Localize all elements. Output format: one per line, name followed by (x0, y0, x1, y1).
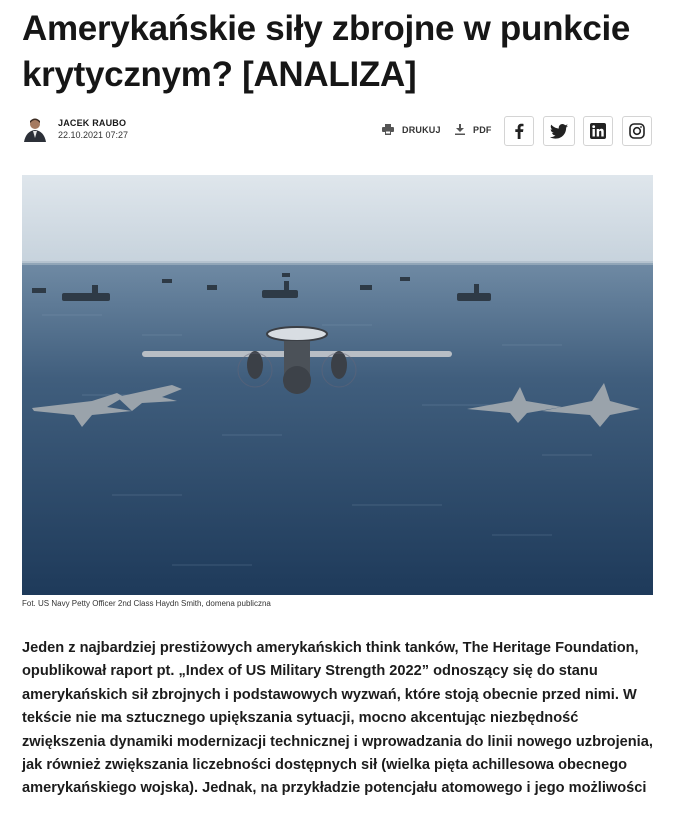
printer-icon (382, 124, 394, 135)
twitter-icon (550, 124, 568, 139)
article-hero-image (22, 175, 653, 595)
instagram-icon (629, 123, 645, 139)
article-title: Amerykańskie siły zbrojne w punkcie krytycznym? [ANALIZA] (22, 9, 631, 94)
download-icon (455, 124, 465, 135)
share-facebook-button[interactable] (504, 116, 534, 146)
share-instagram-button[interactable] (622, 116, 652, 146)
pdf-label: PDF (473, 124, 492, 135)
image-caption: Fot. US Navy Petty Officer 2nd Class Haydn Smith, domena publiczna (22, 599, 271, 608)
publish-date: 22.10.2021 07:27 (58, 130, 129, 140)
share-twitter-button[interactable] (543, 116, 575, 146)
author-avatar[interactable] (22, 116, 48, 142)
facebook-icon (512, 123, 526, 139)
pdf-button[interactable] (455, 124, 492, 135)
article-byline (22, 116, 662, 150)
share-linkedin-button[interactable] (583, 116, 613, 146)
article-lead: Jeden z najbardziej prestiżowych amerykańskich think tanków, The Heritage Foundation, opublikował raport pt. „Index of US Military Strength 2022” odnoszący się do stanu amerykańskich sił zbrojnych i podstawowych wyzwań, które stoją obecnie przed nimi. W tekście nie ma sztucznego upiększania sytuacji, mocno akcentując niezbędność zwiększenia dynamiki modernizacji technicznej i wprowadzania do linii nowego uzbrojenia, jak również zwiększania liczebności dostępnych sił (wielka pięta achillesowa obecnego amerykańskiego wojska). Jednak, na przykładzie potencjału atomowego i jego możliwości (22, 640, 653, 797)
print-label: DRUKUJ (402, 124, 441, 135)
linkedin-icon (590, 123, 606, 139)
author-name[interactable]: JACEK RAUBO (58, 118, 127, 128)
print-button[interactable] (382, 124, 441, 135)
